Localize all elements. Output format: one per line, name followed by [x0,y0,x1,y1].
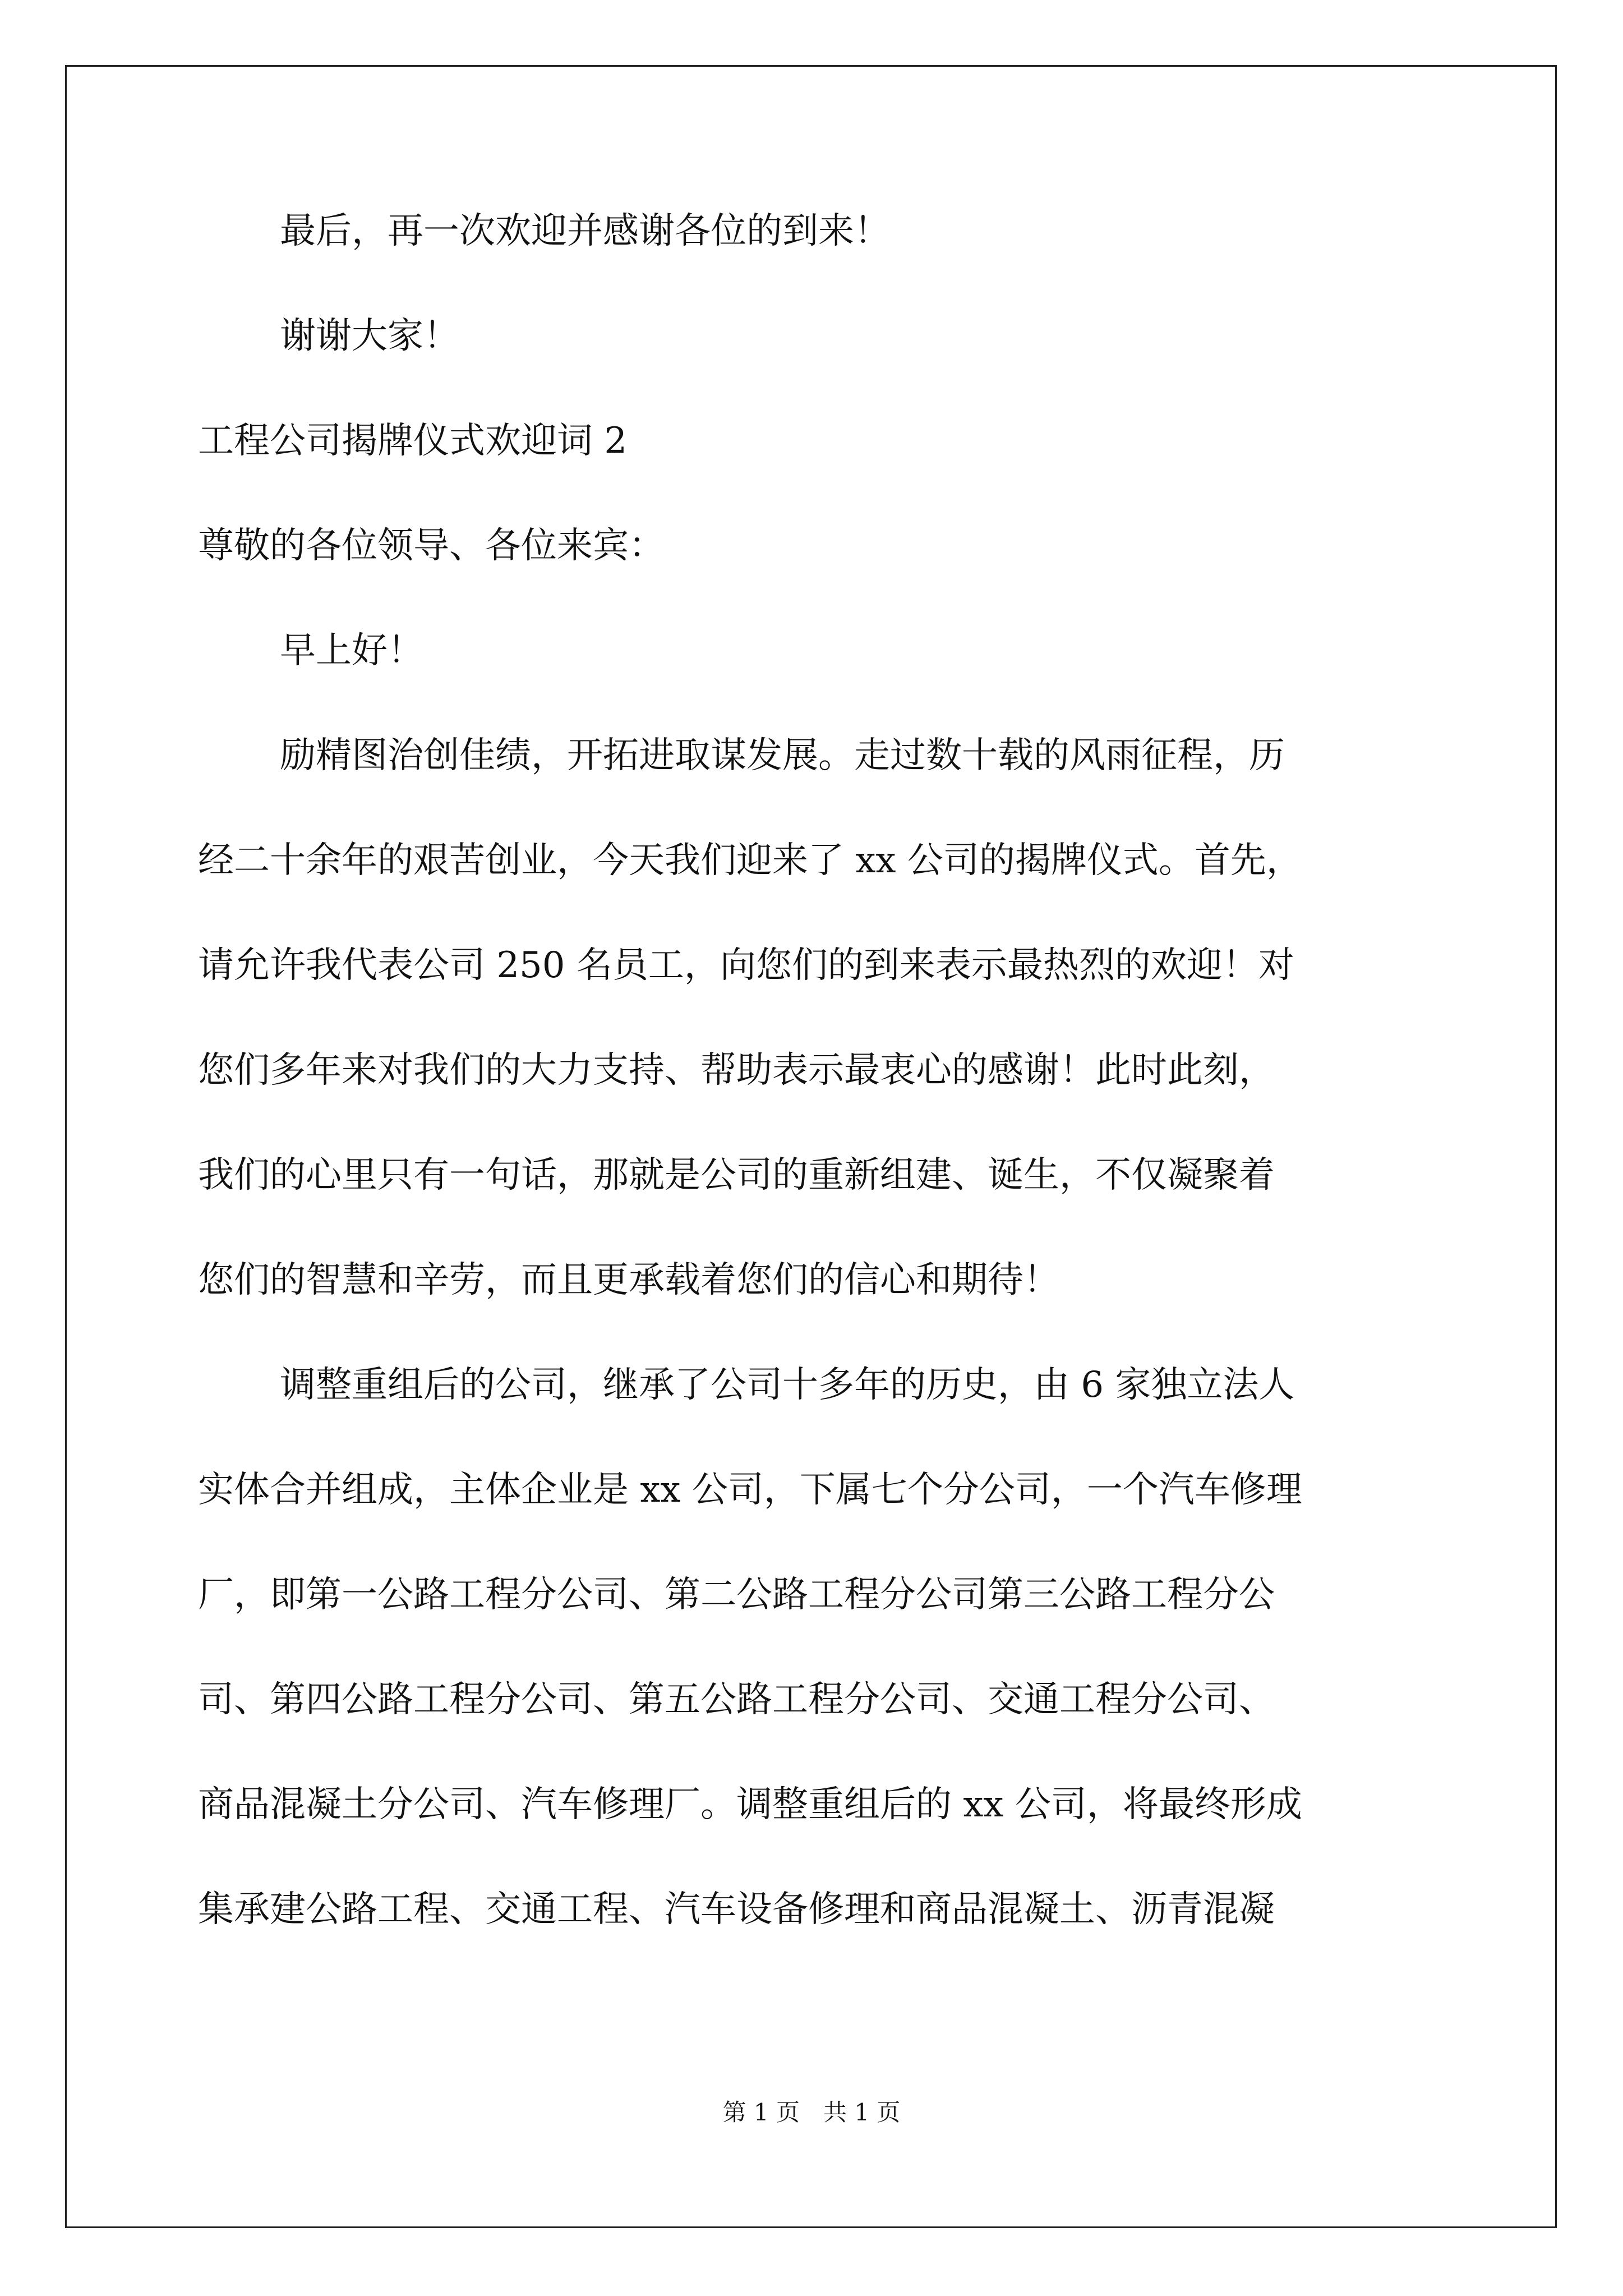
text-line-12: 调整重组后的公司，继承了公司十多年的历史，由 6 家独立法人 [280,1364,1295,1406]
salutation: 尊敬的各位领导、各位来宾： [198,525,665,567]
text-line-1: 最后，再一次欢迎并感谢各位的到来！ [280,210,890,252]
text-line-13: 实体合并组成，主体企业是 xx 公司，下属七个分公司，一个汽车修理 [198,1469,1302,1511]
text-line-7: 经二十余年的艰苦创业，今天我们迎来了 xx 公司的揭牌仪式。首先， [198,840,1302,881]
text-line-11: 您们的智慧和辛劳，而且更承载着您们的信心和期待！ [198,1259,1059,1301]
text-line-9: 您们多年来对我们的大力支持、帮助表示最衷心的感谢！此时此刻， [198,1050,1275,1091]
section-heading: 工程公司揭牌仪式欢迎词 2 [198,420,628,462]
greeting: 早上好！ [280,630,423,671]
text-line-14: 厂，即第一公路工程分公司、第二公路工程分公司第三公路工程分公 [198,1574,1275,1616]
text-line-6: 励精图治创佳绩，开拓进取谋发展。走过数十载的风雨征程，历 [280,735,1285,776]
text-line-17: 集承建公路工程、交通工程、汽车设备修理和商品混凝土、沥青混凝 [198,1889,1275,1930]
text-line-15: 司、第四公路工程分公司、第五公路工程分公司、交通工程分公司、 [198,1679,1275,1720]
text-line-8: 请允许我代表公司 250 名员工，向您们的到来表示最热烈的欢迎！对 [198,945,1294,986]
text-line-10: 我们的心里只有一句话，那就是公司的重新组建、诞生，不仅凝聚着 [198,1154,1275,1196]
text-line-2: 谢谢大家！ [280,315,459,357]
text-line-16: 商品混凝土分公司、汽车修理厂。调整重组后的 xx 公司，将最终形成 [198,1784,1302,1825]
page-footer: 第 1 页 共 1 页 [722,2099,901,2126]
